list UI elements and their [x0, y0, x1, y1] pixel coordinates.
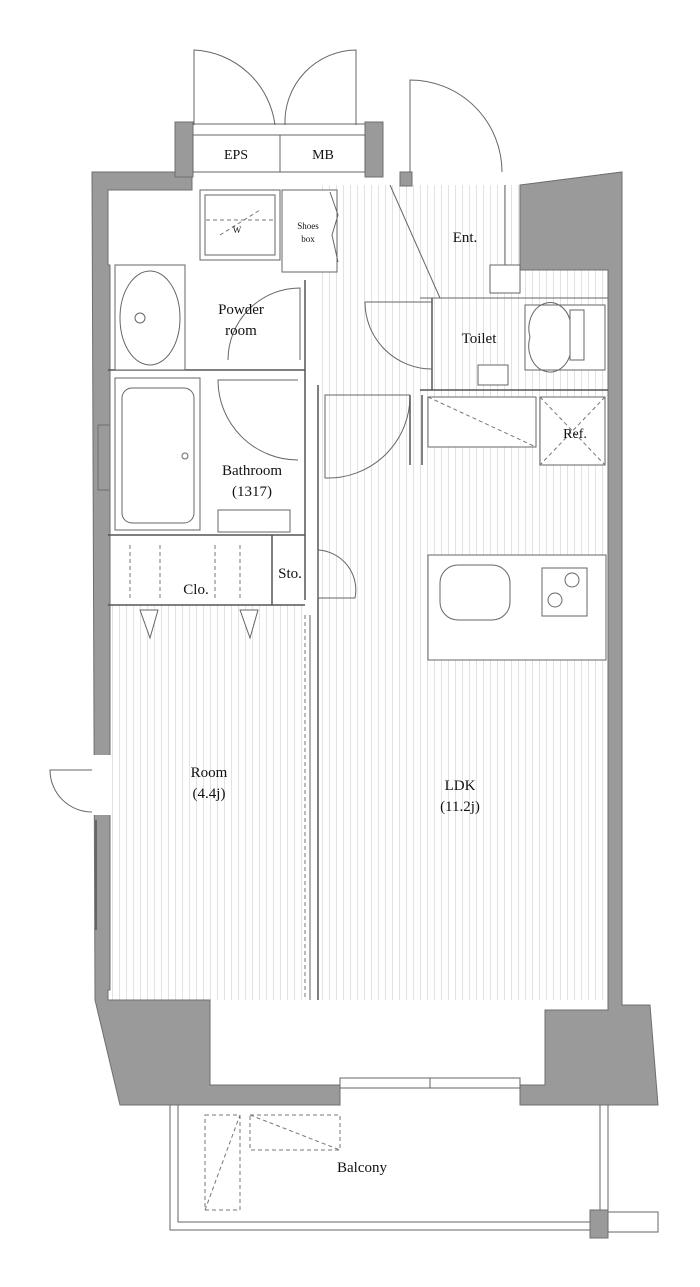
- ldk-size-label: (11.2j): [440, 799, 480, 815]
- powder-room-label-2: room: [225, 323, 257, 339]
- bathroom-label: Bathroom: [222, 463, 282, 479]
- powder-room-label-1: Powder: [218, 302, 264, 318]
- bathroom-door: [218, 380, 298, 460]
- shoes-box-label-1: Shoes: [297, 221, 319, 231]
- shoes-box-label-2: box: [301, 234, 315, 244]
- vanity-sink: [115, 265, 185, 370]
- bath-counter: [218, 510, 290, 532]
- sliding-partition: [305, 615, 310, 1000]
- room-label: Room: [190, 765, 228, 781]
- balcony-label: Balcony: [337, 1160, 387, 1176]
- balcony-area: [170, 1105, 658, 1238]
- storage-label: Sto.: [278, 566, 302, 582]
- mb-label: MB: [312, 148, 334, 163]
- bathtub: [98, 378, 200, 530]
- bathroom-size-label: (1317): [232, 484, 272, 500]
- utility-cupboards: [193, 50, 365, 172]
- entrance-label: Ent.: [452, 230, 478, 246]
- eps-label: EPS: [223, 148, 249, 163]
- closet-label: Clo.: [183, 582, 209, 598]
- toilet-label: Toilet: [461, 331, 497, 347]
- washer-label: W: [232, 225, 242, 235]
- south-window: [340, 1078, 520, 1088]
- entrance-door: [410, 80, 502, 172]
- refrigerator-label: Ref.: [563, 427, 587, 442]
- kitchen-counter: [428, 555, 606, 660]
- room-size-label: (4.4j): [192, 786, 226, 802]
- ldk-label: LDK: [444, 778, 476, 794]
